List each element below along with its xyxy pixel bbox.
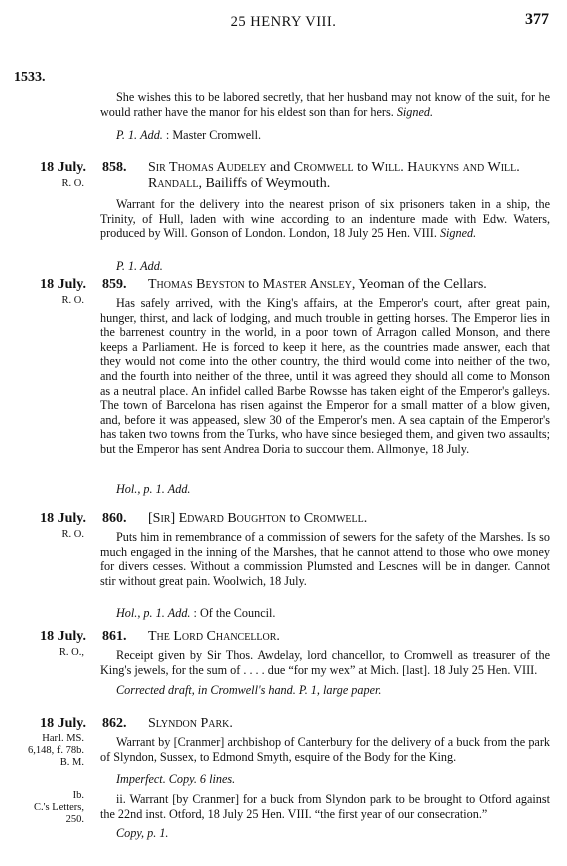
sub-entry-body: ii. Warrant [by Cranmer] for a buck from Slyndon park to be brought to Otford against the 22nd inst. Otford, 18 July 25 Hen. VIII. “the first year of our consecration.” bbox=[100, 792, 550, 821]
entry-number: 859. bbox=[102, 277, 127, 292]
source-line: Harl. MS. bbox=[42, 733, 84, 744]
signed-note: Signed. bbox=[396, 104, 434, 119]
entry-date: 18 July. bbox=[40, 277, 86, 292]
title-part: The Lord Chancellor. bbox=[148, 629, 280, 644]
entry-number: 862. bbox=[102, 716, 127, 731]
entry-note bbox=[116, 128, 546, 142]
entry-title bbox=[148, 277, 543, 293]
title-part: and bbox=[266, 160, 294, 175]
entry-title bbox=[148, 511, 543, 527]
entry-title bbox=[148, 629, 543, 645]
title-part: Yeoman of the Cellars. bbox=[358, 277, 487, 292]
title-part: , bbox=[351, 277, 359, 292]
page-header bbox=[0, 8, 567, 36]
entry-body: Has safely arrived, with the King's affairs, at the Emperor's court, after great pain, hunger, thirst, and lack of lodging, and much trouble in getting horses. The Emperor lies in the barrenest country in the world, in a poor town of Arragon called Monson, and there keeps a Parliament. He is forced to keep it here, as the countries made answer, each that they would not come into the other country, the third would come into neither of the two, and the fourth into neither of the three, until it was agreed they should all come to Monson as a neutral place. An infidel called Barbe Rowsse has taken eight of the Emperor's galleys. The town of Barcelona has risen against the Emperor for a small matter of a blow given, and, before it was appeased, slew 30 of the Emperor's men. A sea captain of the Emperor's has taken two towns from the Turks, who have since besieged them, and given two assaults; but the Emperor has sent Andrea Doria to succour them. Allmonye, 18 July. bbox=[100, 296, 550, 456]
title-part: Slyndon Park. bbox=[148, 716, 233, 731]
entry-date: 18 July. bbox=[40, 511, 86, 526]
title-part: Cromwell. bbox=[303, 511, 368, 526]
entry-note bbox=[116, 259, 546, 273]
entry-note bbox=[116, 482, 546, 496]
running-head: 25 HENRY VIII. bbox=[230, 14, 337, 30]
sub-entry-note bbox=[116, 826, 546, 840]
page-number: 377 bbox=[525, 11, 549, 28]
source-line: C.'s Letters, bbox=[33, 802, 84, 813]
title-part: Cromwell bbox=[293, 160, 354, 175]
source-line: 6,148, f. 78b. bbox=[28, 745, 84, 756]
entry-source bbox=[10, 733, 84, 769]
note-text: : Of the Council. bbox=[190, 606, 276, 620]
note-add: Add. bbox=[167, 482, 191, 496]
title-part: Thomas Beyston bbox=[148, 277, 245, 292]
title-part: , Bailiffs of Weymouth. bbox=[198, 176, 331, 191]
entry-body bbox=[100, 197, 550, 241]
note-add: Add. bbox=[140, 259, 163, 273]
source-line: B. M. bbox=[59, 757, 84, 768]
entry-note bbox=[116, 683, 546, 697]
note-text: Imperfect. Copy. 6 lines. bbox=[116, 772, 236, 786]
body-text: Warrant for the delivery into the nearest prison of six prisoners taken in a ship, the Trinity, of Hull, laden with wine according to an indenture made with Edw. Waters, produced by Will. Gonson of London. London, 18 July 25 Hen. VIII. bbox=[100, 197, 550, 241]
note-add: Add. bbox=[140, 128, 163, 142]
entry-source: R. O. bbox=[61, 178, 84, 189]
title-part: to bbox=[285, 511, 304, 526]
entry-number: 860. bbox=[102, 511, 127, 526]
title-part: to bbox=[353, 160, 372, 175]
entry-date: 18 July. bbox=[40, 629, 86, 644]
entry-note bbox=[116, 606, 546, 620]
note-pages: Hol., p. 1. bbox=[116, 606, 165, 620]
entry-source: R. O. bbox=[61, 295, 84, 306]
body-text: She wishes this to be labored secretly, that her husband may not know of the suit, for he would rather have the manor for his eldest son than for hers. bbox=[100, 90, 550, 119]
entry-note bbox=[116, 772, 546, 786]
source-line: 250. bbox=[65, 814, 84, 825]
note-add: Add. bbox=[167, 606, 191, 620]
entry-number: 858. bbox=[102, 160, 127, 175]
title-part: [Sir] Edward Boughton bbox=[148, 511, 286, 526]
title-part: Sir Thomas Audeley bbox=[148, 160, 267, 175]
title-part: Master Ansley bbox=[262, 277, 352, 292]
note-pages: P. 1. bbox=[116, 128, 138, 142]
note-text: Corrected draft, in Cromwell's hand. P. 1, large paper. bbox=[116, 683, 382, 697]
entry-body: Warrant by [Cranmer] archbishop of Canterbury for the delivery of a buck from the park of Slyndon, Sussex, to Edmond Smyth, esquire of the Body for the King. bbox=[100, 735, 550, 764]
entry-body: Puts him in remembrance of a commission of sewers for the safety of the Marshes. Is so much engaged in the inning of the Marshes, that he cannot attend to those who owe money for divers cesses. Without a commission Plumsted and Lescnes will be in danger. Cannot stir without great pain. Woolwich, 18 July. bbox=[100, 530, 550, 588]
entry-title bbox=[148, 716, 543, 732]
title-part: to bbox=[244, 277, 263, 292]
entry-source: R. O. bbox=[61, 529, 84, 540]
entry-body: Receipt given by Sir Thos. Awdelay, lord chancellor, to Cromwell as treasurer of the King's jewels, for the sum of . . . . due “for my wex” at Mich. [last]. 18 July 25 Hen. VIII. bbox=[100, 648, 550, 677]
entry-date: 18 July. bbox=[40, 716, 86, 731]
note-pages: P. 1. bbox=[116, 259, 138, 273]
entry-title bbox=[148, 160, 543, 192]
title-part: Will. Haukyns and Will. Randall bbox=[148, 160, 520, 191]
entry-source: R. O., bbox=[58, 647, 84, 658]
sub-entry-source bbox=[10, 790, 84, 826]
year-label: 1533. bbox=[14, 70, 46, 85]
entry-number: 861. bbox=[102, 629, 127, 644]
note-pages: Hol., p. 1. bbox=[116, 482, 165, 496]
continued-body bbox=[100, 90, 550, 119]
source-line: Ib. bbox=[72, 790, 84, 801]
note-text: Copy, p. 1. bbox=[116, 826, 169, 840]
entry-date: 18 July. bbox=[40, 160, 86, 175]
signed-note: Signed. bbox=[439, 226, 477, 241]
note-text: : Master Cromwell. bbox=[162, 128, 262, 142]
